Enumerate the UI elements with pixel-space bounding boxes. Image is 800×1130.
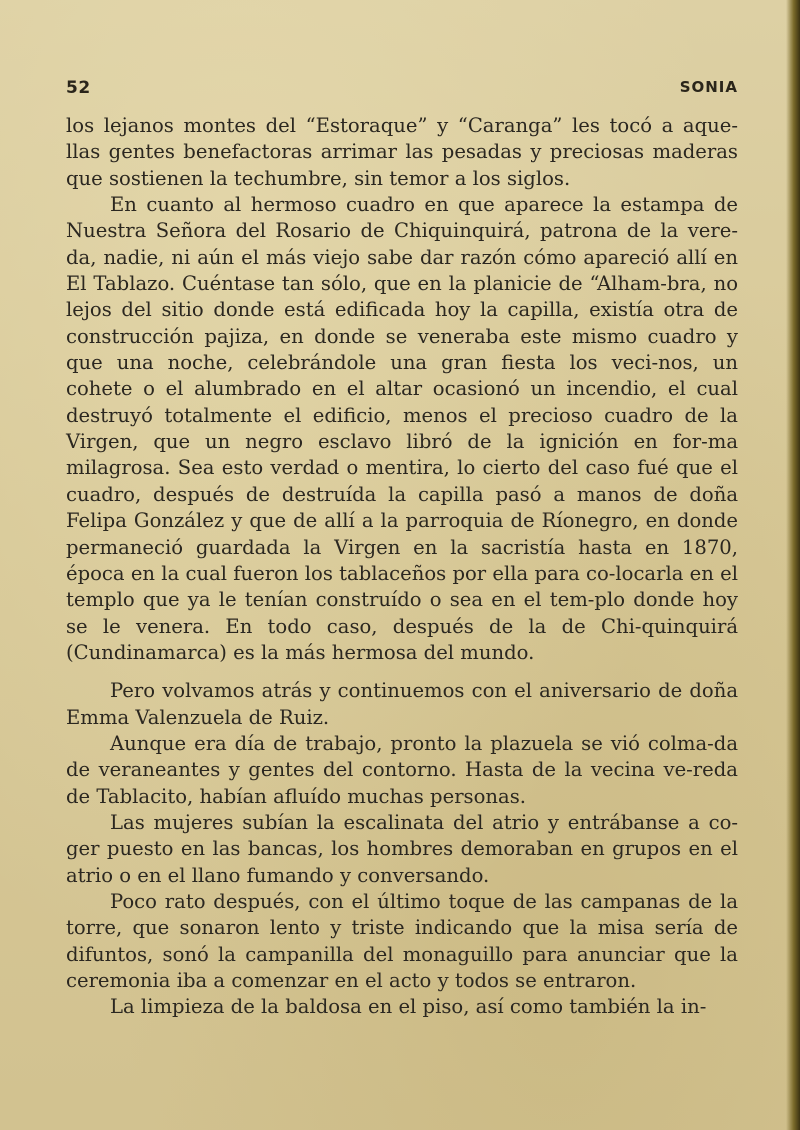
paragraph: Las mujeres subían la escalinata del atrio y entrábanse a co-ger puesto en las bancas, los hombres demoraban en grupos en el atrio o en el llano fumando y conversando.: [66, 810, 738, 887]
page-edge-shadow: [786, 0, 800, 1130]
running-title: SONIA: [679, 78, 738, 96]
body-text: [66, 113, 738, 1021]
page-header: [66, 78, 738, 102]
paragraph: Aunque era día de trabajo, pronto la plazuela se vió colma-da de veraneantes y gentes del contorno. Hasta de la vecina ve-reda de Tablacito, habían afluído muchas personas.: [66, 731, 738, 808]
paragraph: Poco rato después, con el último toque de las campanas de la torre, que sonaron lento y triste indicando que la misa sería de difuntos, sonó la campanilla del monaguillo para anunciar que la ceremonia iba a comenzar en el acto y todos se entraron.: [66, 889, 738, 992]
page-number: 52: [66, 78, 91, 98]
paragraph: La limpieza de la baldosa en el piso, así como también la in-: [110, 995, 707, 1019]
paragraph: Pero volvamos atrás y continuemos con el aniversario de doña Emma Valenzuela de Ruiz.: [66, 679, 738, 729]
paragraph: los lejanos montes del “Estoraque” y “Caranga” les tocó a aque-llas gentes benefactoras arrimar las pesadas y preciosas maderas que sostienen la techumbre, sin temor a los siglos.: [66, 114, 738, 190]
paragraph: En cuanto al hermoso cuadro en que aparece la estampa de Nuestra Señora del Rosario de Chiquinquirá, patrona de la vere-da, nadie, ni aún el más viejo sabe dar razón cómo apareció allí en El Tablazo. Cuéntase tan sólo, que en la planicie de “Alham-bra, no lejos del sitio donde está edificada hoy la capilla, existía otra de construcción pajiza, en donde se veneraba este mismo cuadro y que una noche, celebrándole una gran fiesta los veci-nos, un cohete o el alumbrado en el altar ocasionó un incendio, el cual destruyó totalmente el edificio, menos el precioso cuadro de la Virgen, que un negro esclavo libró de la ignición en for-ma milagrosa. Sea esto verdad o mentira, lo cierto del caso fué que el cuadro, después de destruída la capilla pasó a manos de doña Felipa González y que de allí a la parroquia de Ríonegro, en donde permaneció guardada la Virgen en la sacristía hasta en 1870, época en la cual fueron los tablaceños por ella para co-locarla en el templo que ya le tenían construído o sea en el tem-plo donde hoy se le venera. En todo caso, después de la de Chi-quinquirá (Cundinamarca) es la más hermosa del mundo.: [66, 193, 738, 664]
